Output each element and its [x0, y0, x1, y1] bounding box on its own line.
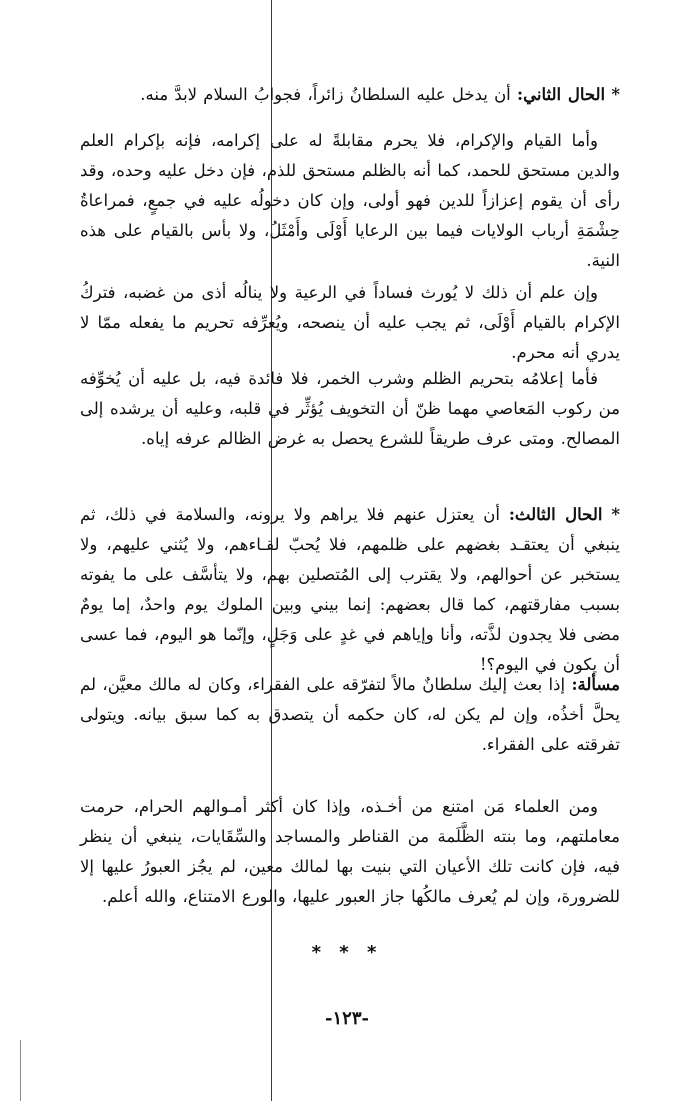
masala-paragraph	[80, 670, 620, 760]
section-separator: * * *	[311, 942, 383, 963]
paragraph-1-block	[80, 126, 620, 276]
section-3-block	[80, 500, 620, 680]
section-2-text: أن يدخل عليه السلطانُ زائراً، فجوابُ السلام لابدَّ منه.	[140, 85, 511, 104]
page-number: -١٢٣-	[325, 1008, 369, 1029]
section-3-text: أن يعتزل عنهم فلا يراهم ولا يرونه، والسلامة في ذلك، ثم ينبغي أن يعتقـد بغضهم على ظلمهم، فلا يُحبّ لقـاءهم، ولا يُثني عليهم، ولا يستخبر عن أحوالهم، ولا يقترب إلى المُتصلين بهم، ولا يتأسَّف على ما يفوته بسبب مفارقتهم، كما قال بعضهم: إنما بيني وبين الملوك يوم واحدٌ، إما يومٌ مضى فلا يجدون لذَّته، وأنا وإياهم في غدٍ على وَجَلٍ، وإنّما هو اليوم، فما عسى أن يكون في اليوم؟!	[80, 505, 620, 674]
final-paragraph: ومن العلماء مَن امتنع من أخـذه، وإذا كان أكثر أمـوالهم الحرام، حرمت معاملتهم، وما بنته الظَّلَمة من القناطر والمساجد والسِّقَايات، ينبغي أن ينظر فيه، فإن كانت تلك الأعيان التي بنيت بها لمالك معين، لم يجُز العبورُ عليها إلا للضرورة، وإن لم يُعرف مالكُها جاز العبور عليها، والورع الامتناع، والله أعلم.	[80, 797, 620, 906]
section-2-paragraph	[80, 80, 620, 110]
paragraph-1: وأما القيام والإكرام، فلا يحرم مقابلةً له على إكرامه، فإنه بإكرام العلم والدين مستحق للحمد، كما أنه بالظلم مستحق للذم، فإن دخل عليه وحده، وقد رأى أن يقوم إعزازاً للدين فهو أولى، وإن كان دخولُه عليه في جمعٍ، فمراعاةُ حِشْمَةِ أرباب الولايات فيما بين الرعايا أَوْلَى وأَمْثَلُ، ولا بأس بالقيام على هذه النية.	[80, 131, 620, 270]
section-2-label: الحال الثاني:	[517, 85, 606, 104]
section-3-paragraph	[80, 500, 620, 680]
section-2-block	[80, 80, 620, 110]
masala-label: مسألة:	[571, 675, 620, 694]
paragraph-3: فأما إعلامُه بتحريم الظلم وشرب الخمر، فلا فائدة فيه، بل عليه أن يُخوِّفه من ركوب المَعاصي مهما ظنّ أن التخويف يُؤثِّر في قلبه، وعليه أن يرشده إلى المصالح. ومتى عرف طريقاً للشرع يحصل به غرض الظالم عرفه إياه.	[80, 369, 620, 448]
section-2-star: *	[611, 85, 620, 104]
masala-text: إذا بعث إليك سلطانٌ مالاً لتفرّقه على الفقراء، وكان له مالك معيَّن، لم يحلَّ أخذُه، وإن لم يكن له، كان حكمه أن يتصدق به كما سبق بيانه. ويتولى تفرقته على الفقراء.	[80, 675, 620, 754]
masala-block	[80, 670, 620, 760]
paragraph-2: وإن علم أن ذلك لا يُورث فساداً في الرعية ولا ينالُه أذى من غضبه، فتركُ الإكرام بالقيام أَوْلَى، ثم يجب عليه أن ينصحه، ويُعرِّفه تحريم ما يفعله ممّا لا يدري أنه محرم.	[80, 283, 620, 362]
margin-line	[20, 1040, 21, 1101]
final-paragraph-block	[80, 792, 620, 912]
section-3-star: *	[611, 505, 620, 524]
paragraph-2-block	[80, 278, 620, 368]
section-3-label: الحال الثالث:	[508, 505, 603, 524]
paragraph-3-block	[80, 364, 620, 454]
